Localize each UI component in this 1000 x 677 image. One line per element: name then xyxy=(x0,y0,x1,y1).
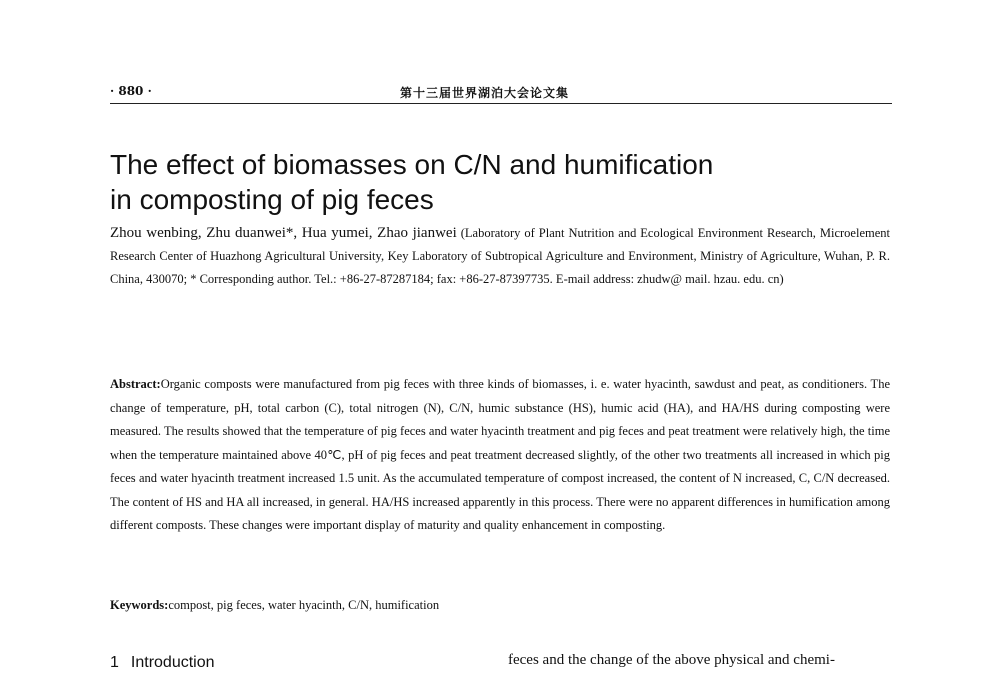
keywords-text: compost, pig feces, water hyacinth, C/N, humification xyxy=(168,598,440,612)
title-line-2: in composting of pig feces xyxy=(110,184,434,215)
running-header xyxy=(110,82,890,102)
paper-title xyxy=(110,147,870,217)
author-names: Zhou wenbing, Zhu duanwei*, Hua yumei, Zhao jianwei xyxy=(110,225,457,241)
section-title: Introduction xyxy=(130,654,215,671)
keywords-label: Keywords: xyxy=(110,598,169,612)
abstract-label: Abstract: xyxy=(110,377,161,391)
keywords xyxy=(110,594,890,617)
author-block xyxy=(110,222,890,291)
right-column-text: feces and the change of the above physical and chemi- xyxy=(508,652,835,668)
journal-title: 第十三届世界湖泊大会论文集 xyxy=(400,86,570,100)
page-number: · 880 · xyxy=(110,84,152,98)
section-heading xyxy=(110,654,215,672)
title-line-1: The effect of biomasses on C/N and humification xyxy=(110,149,714,180)
abstract xyxy=(110,373,890,538)
author-affiliation: (Laboratory of Plant Nutrition and Ecological Environment Research, Microelement Research Center of Huazhong Agricultural University, Key Laboratory of Subtropical Agriculture and Environment, Ministry of Agriculture, Wuhan, P. R. China, 430070; * Corresponding author. Tel.: +86-27-87287184; fax: +86-27-87397735. E-mail address: zhudw@ mail. hzau. edu. cn) xyxy=(110,226,890,286)
section-number: 1 xyxy=(110,654,119,671)
header-rule xyxy=(110,103,892,104)
abstract-text: Organic composts were manufactured from pig feces with three kinds of biomasses, i. e. water hyacinth, sawdust and peat, as conditioners. The change of temperature, pH, total carbon (C), total nitrogen (N), C/N, humic substance (HS), humic acid (HA), and HA/HS during composting were measured. The results showed that the temperature of pig feces and water hyacinth treatment and pig feces and peat treatment were relatively high, the time when the temperature maintained above 40℃, pH of pig feces and peat treatment decreased slightly, of the other two treatments all increased in which pig feces and water hyacinth treatment increased 1.5 unit. As the accumulated temperature of compost increased, the content of N increased, C, C/N decreased. The content of HS and HA all increased, in general. HA/HS increased apparently in this process. There were no apparent differences in humification among different composts. These changes were important display of maturity and quality enhancement in composting. xyxy=(110,377,890,532)
